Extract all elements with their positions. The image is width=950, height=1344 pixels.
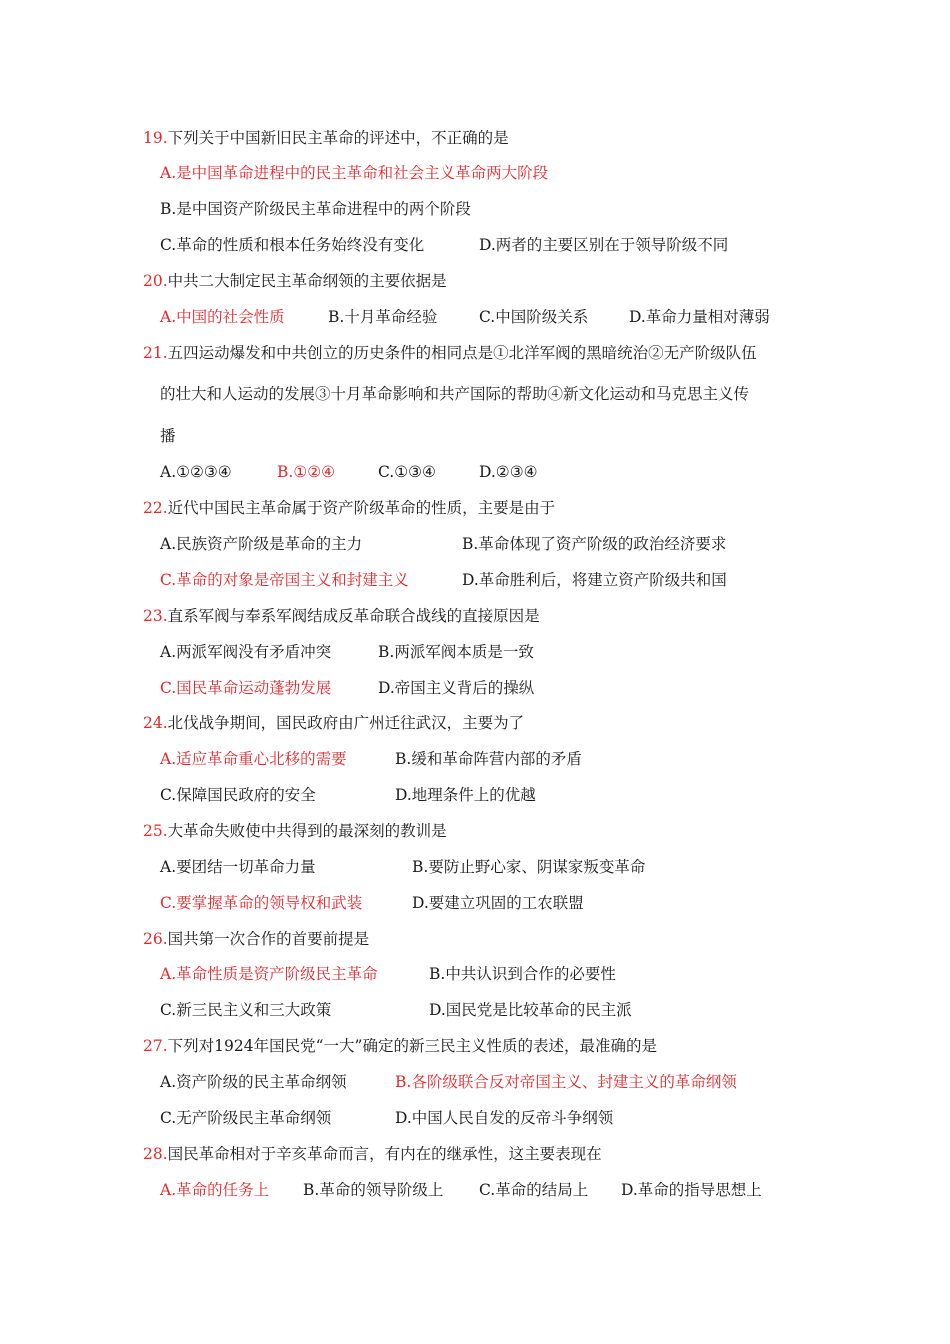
question-25-stem — [143, 821, 447, 841]
q20-option-c: C.中国阶级关系 — [479, 308, 589, 326]
q24-option-a: A.适应革命重心北移的需要 — [160, 750, 347, 768]
question-23-stem — [143, 606, 540, 626]
q25-option-b: B.要防止野心家、阴谋家叛变革命 — [412, 858, 646, 876]
q21-option-a: A.①②③④ — [160, 463, 232, 481]
q21-option-d: D.②③④ — [479, 463, 538, 481]
question-number: 22. — [143, 499, 168, 517]
q27-option-a: A.资产阶级的民主革命纲领 — [160, 1073, 347, 1091]
question-19-stem — [143, 128, 509, 148]
q23-option-a: A.两派军阀没有矛盾冲突 — [160, 643, 332, 661]
question-20-stem — [143, 271, 447, 291]
q19-option-d: D.两者的主要区别在于领导阶级不同 — [479, 236, 729, 254]
question-21-stem-line-3: 播 — [160, 427, 176, 445]
q22-option-d: D.革命胜利后，将建立资产阶级共和国 — [462, 571, 727, 589]
q20-option-d: D.革命力量相对薄弱 — [629, 308, 770, 326]
question-text: 国民革命相对于辛亥革命而言，有内在的继承性，这主要表现在 — [167, 1145, 602, 1163]
question-text: 近代中国民主革命属于资产阶级革命的性质，主要是由于 — [167, 499, 556, 517]
question-28-stem — [143, 1144, 602, 1164]
question-24-stem — [143, 713, 524, 733]
q23-option-c: C.国民革命运动蓬勃发展 — [160, 679, 332, 697]
q28-option-d: D.革命的指导思想上 — [621, 1181, 762, 1199]
q23-option-d: D.帝国主义背后的操纵 — [378, 679, 535, 697]
q26-option-a: A.革命性质是资产阶级民主革命 — [160, 965, 378, 983]
question-text: 五四运动爆发和中共创立的历史条件的相同点是①北洋军阀的黑暗统治②无产阶级队伍 — [167, 344, 757, 362]
q26-option-d: D.国民党是比较革命的民主派 — [429, 1001, 632, 1019]
question-number: 25. — [143, 822, 168, 840]
question-number: 28. — [143, 1145, 168, 1163]
q24-option-b: B.缓和革命阵营内部的矛盾 — [395, 750, 582, 768]
q25-option-d: D.要建立巩固的工农联盟 — [412, 894, 584, 912]
question-text: 国共第一次合作的首要前提是 — [167, 930, 370, 948]
q21-option-c: C.①③④ — [378, 463, 436, 481]
question-number: 23. — [143, 607, 168, 625]
q19-option-b: B.是中国资产阶级民主革命进程中的两个阶段 — [160, 200, 471, 218]
q22-option-c: C.革命的对象是帝国主义和封建主义 — [160, 571, 409, 589]
q27-option-b: B.各阶级联合反对帝国主义、封建主义的革命纲领 — [395, 1073, 737, 1091]
question-27-stem — [143, 1036, 657, 1056]
question-number: 26. — [143, 930, 168, 948]
q25-option-a: A.要团结一切革命力量 — [160, 858, 316, 876]
q26-option-c: C.新三民主义和三大政策 — [160, 1001, 332, 1019]
question-number: 27. — [143, 1037, 168, 1055]
q24-option-c: C.保障国民政府的安全 — [160, 786, 316, 804]
q22-option-b: B.革命体现了资产阶级的政治经济要求 — [462, 535, 727, 553]
question-21-stem-line-2: 的壮大和人运动的发展③十月革命影响和共产国际的帮助④新文化运动和马克思主义传 — [160, 385, 750, 403]
q26-option-b: B.中共认识到合作的必要性 — [429, 965, 616, 983]
q28-option-b: B.革命的领导阶级上 — [303, 1181, 444, 1199]
question-22-stem — [143, 498, 555, 518]
q28-option-c: C.革命的结局上 — [479, 1181, 589, 1199]
question-26-stem — [143, 929, 369, 949]
q23-option-b: B.两派军阀本质是一致 — [378, 643, 534, 661]
q25-option-c: C.要掌握革命的领导权和武装 — [160, 894, 363, 912]
question-text: 下列关于中国新旧民主革命的评述中，不正确的是 — [167, 129, 509, 147]
question-text: 北伐战争期间，国民政府由广州迁往武汉，主要为了 — [167, 714, 525, 732]
question-text: 直系军阀与奉系军阀结成反革命联合战线的直接原因是 — [167, 607, 540, 625]
q27-option-d: D.中国人民自发的反帝斗争纲领 — [395, 1109, 614, 1127]
question-text: 下列对1924年国民党“一大”确定的新三民主义性质的表述，最准确的是 — [167, 1037, 657, 1055]
question-21-stem-line-1 — [143, 343, 757, 363]
q28-option-a: A.革命的任务上 — [160, 1181, 270, 1199]
q19-option-a: A.是中国革命进程中的民主革命和社会主义革命两大阶段 — [160, 164, 549, 182]
q21-option-b: B.①②④ — [277, 463, 336, 481]
question-text: 大革命失败使中共得到的最深刻的教训是 — [167, 822, 447, 840]
question-number: 19. — [143, 129, 168, 147]
q20-option-a: A.中国的社会性质 — [160, 308, 285, 326]
q24-option-d: D.地理条件上的优越 — [395, 786, 536, 804]
question-number: 20. — [143, 272, 168, 290]
question-text: 中共二大制定民主革命纲领的主要依据是 — [167, 272, 447, 290]
q20-option-b: B.十月革命经验 — [328, 308, 438, 326]
q22-option-a: A.民族资产阶级是革命的主力 — [160, 535, 363, 553]
question-number: 24. — [143, 714, 168, 732]
q19-option-c: C.革命的性质和根本任务始终没有变化 — [160, 236, 425, 254]
question-number: 21. — [143, 344, 168, 362]
q27-option-c: C.无产阶级民主革命纲领 — [160, 1109, 332, 1127]
